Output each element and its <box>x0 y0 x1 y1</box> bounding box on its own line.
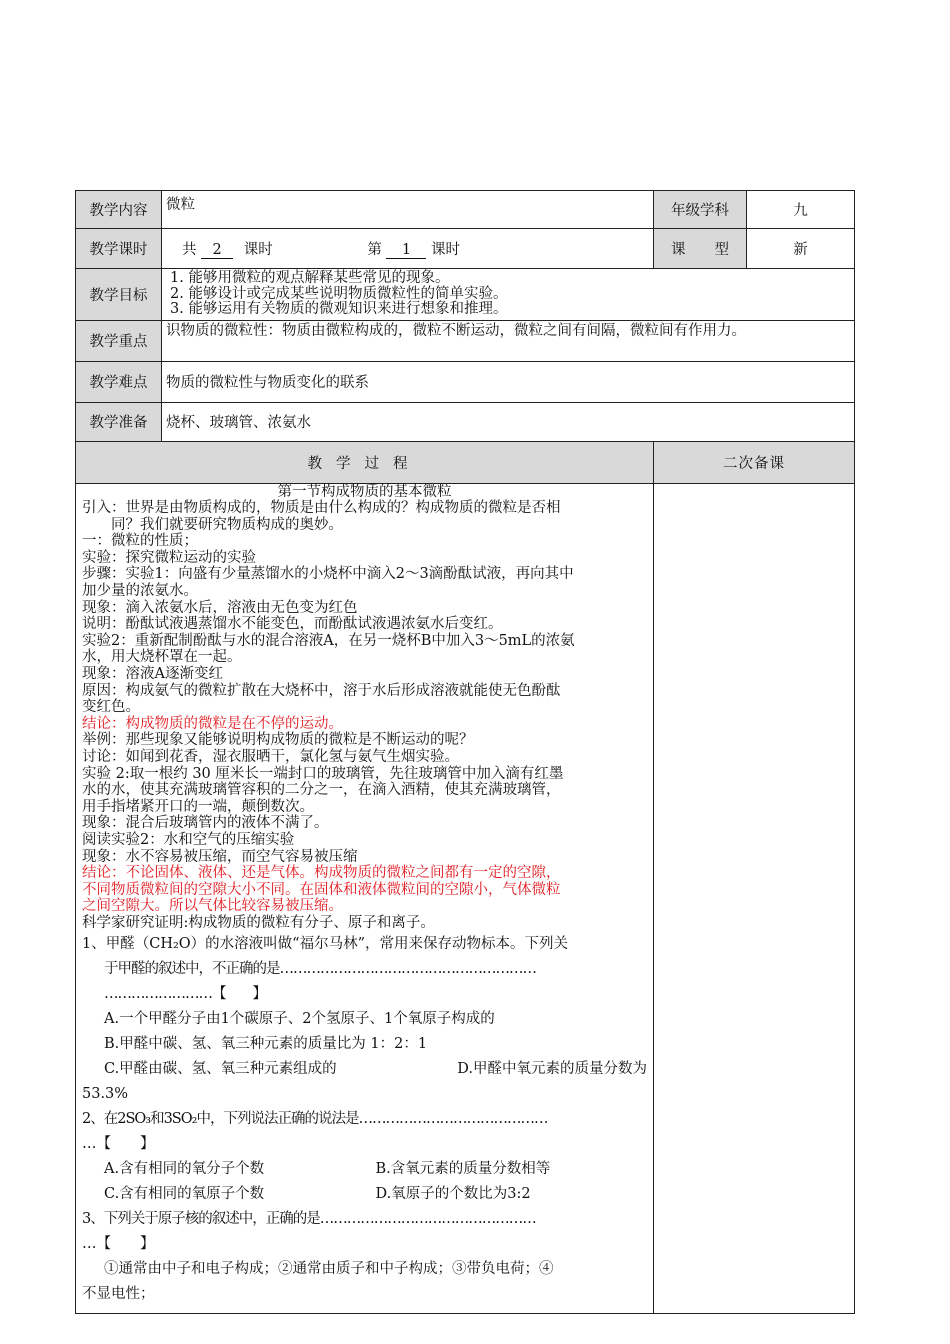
goal-item: 3. 能够运用有关物质的微观知识来进行想象和推理。 <box>170 301 508 317</box>
second-prep-body <box>654 483 855 1313</box>
lesson-plan-table <box>75 190 855 1314</box>
conclusion-gap: 不同物质微粒间的空隙大小不同。在固体和液体微粒间的空隙小，气体微粒 <box>82 881 561 898</box>
goal-item: 2. 能够设计或完成某些说明物质微粒性的简单实验。 <box>170 285 508 302</box>
conclusion-motion: 结论：构成物质的微粒是在不停的运动。 <box>82 715 343 732</box>
q1-option-d-cont: 53.3% <box>82 1085 129 1102</box>
grade-label: 年级学科 <box>654 191 747 229</box>
question-2 <box>82 1107 647 1207</box>
goals-label: 教学目标 <box>76 269 162 321</box>
q3-answer-bracket: …【 】 <box>82 1235 155 1252</box>
second-prep-header: 二次备课 <box>654 441 855 483</box>
goal-item: 1. 能够用微粒的观点解释某些常见的现象。 <box>170 270 450 286</box>
q2-options-cd <box>82 1182 647 1207</box>
difficult-label: 教学难点 <box>76 361 162 402</box>
row-content <box>76 191 855 229</box>
process-line: 举例：那些现象又能够说明构成物质的微粒是不断运动的呢？ <box>82 732 474 749</box>
q1-stem: 于甲醛的叙述中，不正确的是………………………………………………… <box>104 960 536 977</box>
process-line: 水的水，使其充满玻璃管容积的二分之一，在滴入酒精，使其充满玻璃管， <box>82 782 561 799</box>
question-3 <box>82 1207 647 1307</box>
q1-option-a: A.一个甲醛分子由1个碳原子、2个氢原子、1个氧原子构成的 <box>104 1010 495 1027</box>
difficult-value: 物质的微粒性与物质变化的联系 <box>162 361 855 402</box>
q1-option-b: B.甲醛中碳、氢、氧三种元素的质量比为 1：2：1 <box>104 1035 428 1052</box>
process-line: 实验2：重新配制酚酞与水的混合溶液A，在另一烧杯B中加入3～5mL的浓氨 <box>82 632 575 649</box>
prep-value: 烧杯、玻璃管、浓氨水 <box>162 402 855 441</box>
content-value: 微粒 <box>162 191 654 229</box>
conclusion-gap: 结论：不论固体、液体、还是气体。构成物质的微粒之间都有一定的空隙， <box>82 865 561 882</box>
row-process-header <box>76 441 855 483</box>
process-line: 阅读实验2：水和空气的压缩实验 <box>82 831 295 848</box>
hours-p1: 共 <box>182 242 197 258</box>
q1-option-c: C.甲醛由碳、氢、氧三种元素组成的 <box>104 1060 337 1077</box>
conclusion-gap: 之间空隙大。所以气体比较容易被压缩。 <box>82 898 343 915</box>
grade-value: 九 <box>747 191 855 229</box>
row-goals <box>76 269 855 321</box>
key-label: 教学重点 <box>76 320 162 361</box>
q3-options-cont: 不显电性； <box>82 1285 155 1302</box>
process-line: 用手指堵紧开口的一端，颠倒数次。 <box>82 798 314 815</box>
row-prep <box>76 402 855 441</box>
q3-stem: 3、下列关于原子核的叙述中，正确的是………………………………………… <box>82 1210 536 1227</box>
process-line: 步骤：实验1：向盛有少量蒸馏水的小烧杯中滴入2～3滴酚酞试液，再向其中 <box>82 566 574 583</box>
q2-stem: 2、在2SO₃和3SO₂中，下列说法正确的说法是…………………………………… <box>82 1110 548 1127</box>
row-key <box>76 320 855 361</box>
content-label: 教学内容 <box>76 191 162 229</box>
process-line: 现象：混合后玻璃管内的液体不满了。 <box>82 815 329 832</box>
q2-option-b: B.含氧元素的质量分数相等 <box>375 1160 551 1177</box>
row-process-body <box>76 483 855 1313</box>
goals-list <box>162 269 855 321</box>
process-line: 说明：酚酞试液遇蒸馏水不能变色，而酚酞试液遇浓氨水后变红。 <box>82 616 503 633</box>
q2-option-a: A.含有相同的氧分子个数 <box>104 1160 265 1177</box>
hours-value <box>162 229 654 269</box>
q1-answer-bracket: ……………………【 】 <box>104 985 266 1002</box>
process-line: 实验：探究微粒运动的实验 <box>82 549 256 566</box>
science-note: 科学家研究证明:构成物质的微粒有分子、原子和离子。 <box>82 914 435 931</box>
hours-current: 1 <box>386 242 426 259</box>
q1-option-d: D.甲醛中氧元素的质量分数为 <box>457 1060 647 1077</box>
process-line: 同？我们就要研究物质构成的奥妙。 <box>82 516 343 533</box>
process-line: 原因：构成氨气的微粒扩散在大烧杯中，溶于水后形成溶液就能使无色酚酞 <box>82 682 561 699</box>
process-line: 现象：溶液A逐渐变红 <box>82 666 223 683</box>
q3-options: ①通常由中子和电子构成；②通常由质子和中子构成；③带负电荷；④ <box>104 1260 554 1277</box>
hours-label: 教学课时 <box>76 229 162 269</box>
process-line: 现象：水不容易被压缩，而空气容易被压缩 <box>82 848 358 865</box>
process-line: 现象：滴入浓氨水后，溶液由无色变为红色 <box>82 599 358 616</box>
key-value: 识物质的微粒性：物质由微粒构成的，微粒不断运动，微粒之间有间隔，微粒间有作用力。 <box>162 320 855 361</box>
hours-p2: 课时 <box>243 242 273 258</box>
hours-p3: 第 <box>367 242 382 258</box>
q2-options-ab <box>82 1157 647 1182</box>
q2-option-c: C.含有相同的氧原子个数 <box>104 1185 265 1202</box>
hours-p4: 课时 <box>431 242 461 258</box>
process-line: 变红色。 <box>82 699 140 716</box>
process-line: 水，用大烧杯罩在一起。 <box>82 649 242 666</box>
q1-options-cd <box>82 1057 647 1082</box>
process-header: 教学过程 <box>76 441 654 483</box>
process-line: 讨论：如闻到花香，湿衣服晒干，氯化氢与氨气生烟实验。 <box>82 749 459 765</box>
type-label: 课 型 <box>654 229 747 269</box>
q2-option-d: D.氧原子的个数比为3:2 <box>375 1185 531 1202</box>
process-line: 一：微粒的性质； <box>82 533 198 550</box>
type-value: 新 <box>747 229 855 269</box>
process-line: 实验 2:取一根约 30 厘米长一端封口的玻璃管，先往玻璃管中加入滴有红墨 <box>82 765 564 782</box>
hours-total: 2 <box>201 242 233 259</box>
q2-answer-bracket: …【 】 <box>82 1135 155 1152</box>
process-body <box>76 483 654 1313</box>
process-line: 引入：世界是由物质构成的，物质是由什么构成的？构成物质的微粒是否相 <box>82 500 561 517</box>
prep-label: 教学准备 <box>76 402 162 441</box>
row-hours <box>76 229 855 269</box>
row-difficult <box>76 361 855 402</box>
question-1 <box>82 932 647 1107</box>
process-line: 加少量的浓氨水。 <box>82 583 198 600</box>
section-title: 第一节构成物质的基本微粒 <box>277 483 452 500</box>
q1-stem: 1、甲醛（CH₂O）的水溶液叫做“福尔马林”，常用来保存动物标本。下列关 <box>82 935 568 952</box>
